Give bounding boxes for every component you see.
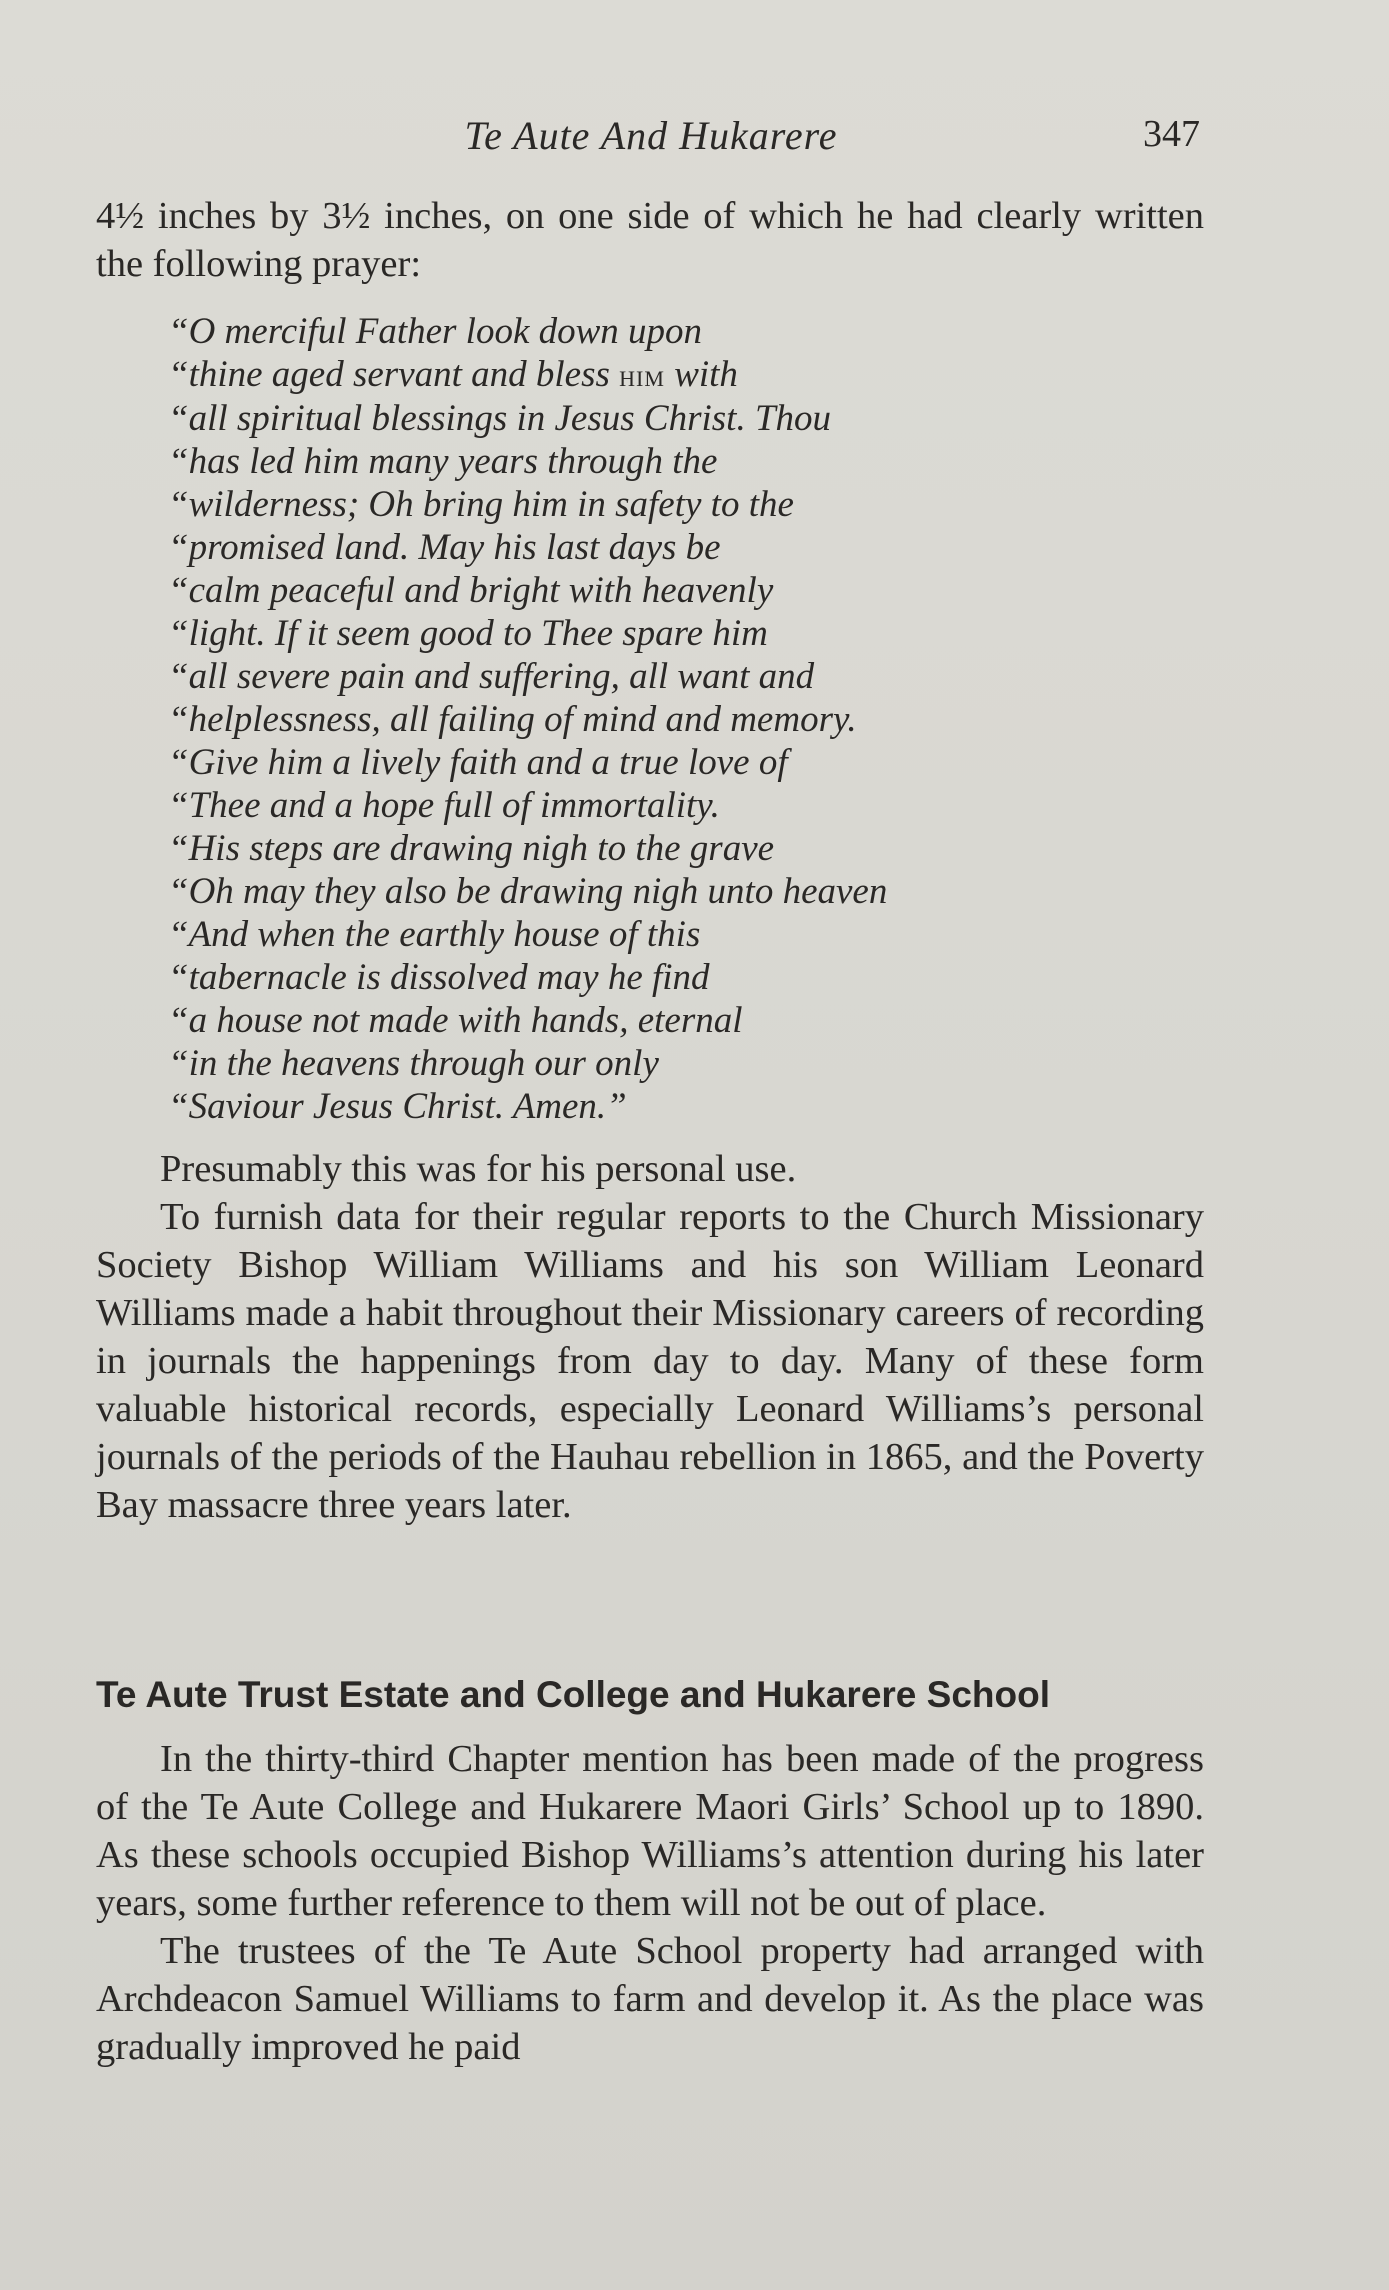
prayer-line: “Saviour Jesus Christ. Amen.” (168, 1086, 627, 1127)
prayer-smallcaps: him (619, 357, 665, 393)
prayer-line: “O merciful Father look down upon (168, 311, 703, 352)
prayer-text: “thine aged servant and bless (168, 354, 620, 395)
prayer-line: “all spiritual blessings in Jesus Christ. Thou (168, 398, 832, 439)
prayer-block (168, 310, 1168, 1128)
prayer-line: “Oh may they also be drawing nigh unto heaven (168, 871, 888, 912)
prayer-line: “promised land. May his last days be (168, 527, 721, 568)
prayer-line: “Give him a lively faith and a true love of (168, 742, 788, 783)
running-title: Te Aute And Hukarere (464, 113, 838, 158)
prayer-line: “And when the earthly house of this (168, 914, 701, 955)
running-head (96, 112, 1206, 162)
section-paragraph: In the thirty-third Chapter mention has been made of the progress of the Te Aute College and Hukarere Maori Girls’ School up to 1890. As these schools occupied Bishop Williams’s attention during his later years, some further reference to them will not be out of place. (96, 1738, 1204, 1924)
page-number: 347 (1143, 113, 1200, 155)
prayer-line (168, 353, 1168, 397)
body-paragraph: Presumably this was for his personal use. (160, 1148, 797, 1190)
section-body (96, 1735, 1204, 2071)
prayer-line: “light. If it seem good to Thee spare him (168, 613, 768, 654)
prayer-line: “wilderness; Oh bring him in safety to the (168, 484, 794, 525)
prayer-line: “Thee and a hope full of immortality. (168, 785, 720, 826)
intro-paragraph: 4½ inches by 3½ inches, on one side of which he had clearly written the following prayer: (96, 195, 1204, 285)
prayer-line: “tabernacle is dissolved may he find (168, 957, 710, 998)
prayer-line: “helplessness, all failing of mind and memory. (168, 699, 857, 740)
prayer-line: “His steps are drawing nigh to the grave (168, 828, 775, 869)
prayer-line: “has led him many years through the (168, 441, 718, 482)
prayer-line: “a house not made with hands, eternal (168, 1000, 743, 1041)
prayer-line: “calm peaceful and bright with heavenly (168, 570, 774, 611)
body-paragraph: To furnish data for their regular reports to the Church Missionary Society Bishop William Williams and his son William Leonard Williams made a habit throughout their Missionary careers of recording in journals the happenings from day to day. Many of these form valuable historical records, especially Leonard Williams’s personal journals of the periods of the Hauhau rebellion in 1865, and the Poverty Bay massacre three years later. (96, 1196, 1204, 1526)
section-heading: Te Aute Trust Estate and College and Hukarere School (96, 1674, 1050, 1715)
prayer-line: “all severe pain and suffering, all want and (168, 656, 815, 697)
prayer-text: with (664, 354, 738, 395)
body-text (96, 1145, 1204, 1529)
section-paragraph: The trustees of the Te Aute School property had arranged with Archdeacon Samuel Williams to farm and develop it. As the place was gradually improved he paid (96, 1930, 1204, 2068)
prayer-line: “in the heavens through our only (168, 1043, 659, 1084)
